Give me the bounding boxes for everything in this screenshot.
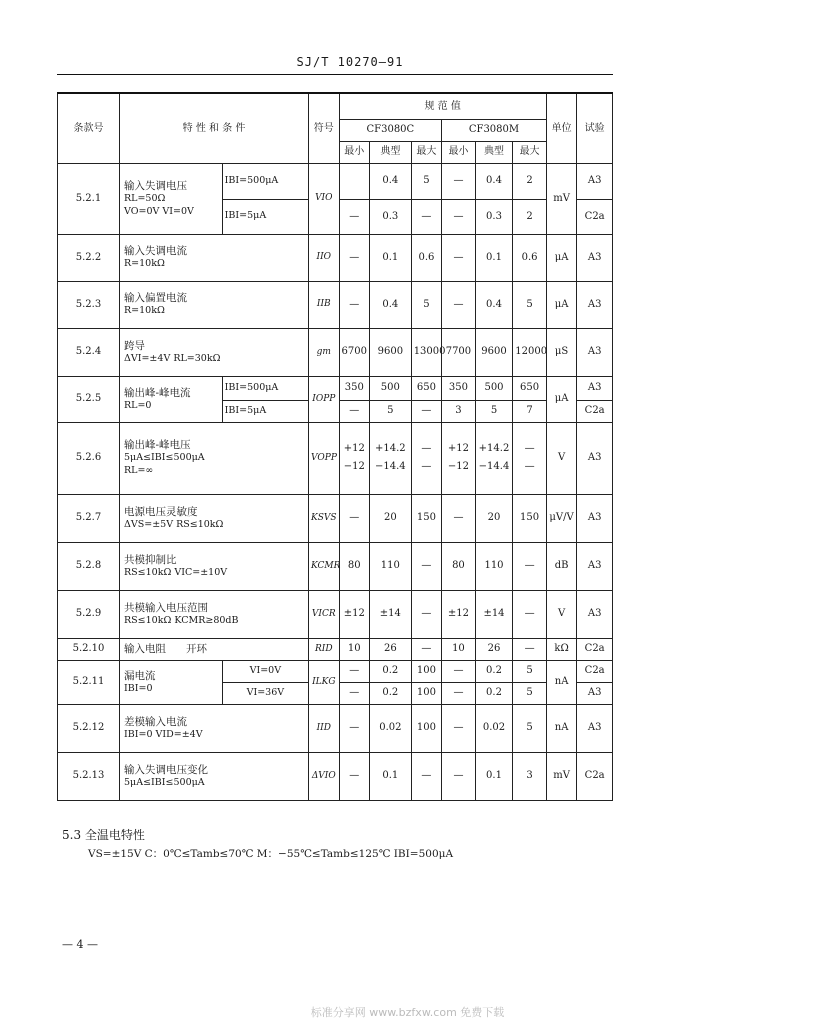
m-max-cell <box>513 422 547 494</box>
characteristic-cell <box>120 234 309 281</box>
m-typ-cell: 0.3 <box>475 199 513 234</box>
symbol-cell: VIO <box>309 163 339 234</box>
standard-code-header: SJ/T 10270—91 <box>296 55 404 69</box>
m-typ-cell: 0.2 <box>475 660 513 682</box>
unit-cell: V <box>546 590 576 638</box>
characteristic-name: 差模输入电流 <box>124 715 187 728</box>
m-typ-cell: 0.02 <box>475 704 513 752</box>
characteristic-cell <box>120 638 309 660</box>
c-min-cell <box>339 422 369 494</box>
c-min-cell: — <box>339 234 369 281</box>
c-min-cell: — <box>339 660 369 682</box>
sub-condition: IBI=5μA <box>222 199 308 234</box>
m-typ-header: 典型 <box>475 141 513 163</box>
table-row <box>58 422 613 494</box>
c-typ-cell: 0.1 <box>370 752 412 800</box>
test-cell: C2a <box>577 638 613 660</box>
test-cell: C2a <box>577 752 613 800</box>
m-typ-cell: 9600 <box>475 328 513 376</box>
condition-text: R=10kΩ <box>124 305 165 317</box>
m-max-cell: 7 <box>513 400 547 422</box>
test-cell: A3 <box>577 494 613 542</box>
c-typ-cell: 5 <box>370 400 412 422</box>
symbol-cell: gm <box>309 328 339 376</box>
m-typ-cell: 0.2 <box>475 682 513 704</box>
site-watermark: 标准分享网 www.bzfxw.com 免费下载 <box>310 1006 505 1019</box>
characteristic-name: 输入失调电流 <box>124 245 187 257</box>
unit-cell: kΩ <box>546 638 576 660</box>
c-min-cell: 10 <box>339 638 369 660</box>
clause-number: 5.2.6 <box>58 422 120 494</box>
m-min-cell: — <box>442 281 476 328</box>
c-min-cell: — <box>339 281 369 328</box>
m-max-cell: 5 <box>513 682 547 704</box>
m-max-cell: 2 <box>513 163 547 199</box>
symbol-cell: KSVS <box>309 494 339 542</box>
m-max-cell: 150 <box>513 494 547 542</box>
characteristic-cell <box>120 281 309 328</box>
clause-number: 5.2.5 <box>58 376 120 422</box>
c-max-cell: 100 <box>411 660 441 682</box>
clause-number: 5.2.3 <box>58 281 120 328</box>
symbol-cell: IOPP <box>309 376 339 422</box>
clause-number: 5.2.11 <box>58 660 120 704</box>
m-max-cell: 5 <box>513 660 547 682</box>
m-max-cell: 2 <box>513 199 547 234</box>
condition-text: R=10kΩ <box>124 258 165 270</box>
characteristic-cell <box>120 328 309 376</box>
unit-cell: μA <box>546 281 576 328</box>
clause-number: 5.2.4 <box>58 328 120 376</box>
characteristic-cell <box>120 376 223 422</box>
m-typ-cell <box>475 422 513 494</box>
symbol-cell: IIB <box>309 281 339 328</box>
m-max-cell: — <box>513 542 547 590</box>
symbol-cell: IIO <box>309 234 339 281</box>
m-typ-cell: 110 <box>475 542 513 590</box>
m-min-value: +12 −12 <box>447 443 469 472</box>
c-min-cell: — <box>339 752 369 800</box>
m-min-cell: 350 <box>442 376 476 400</box>
test-cell: A3 <box>577 422 613 494</box>
sub-condition: IBI=500μA <box>222 163 308 199</box>
symbol-cell: RID <box>309 638 339 660</box>
characteristic-cell <box>120 590 309 638</box>
header-row-1 <box>58 93 613 119</box>
condition-text: ΔVS=±5V RS≤10kΩ <box>124 518 224 530</box>
m-max-cell: 650 <box>513 376 547 400</box>
unit-cell: μA <box>546 234 576 281</box>
c-max-cell: 100 <box>411 682 441 704</box>
test-cell: A3 <box>577 163 613 199</box>
section-title: 5.3 全温电特性 <box>62 828 145 842</box>
m-min-cell: — <box>442 682 476 704</box>
symbol-cell: ΔVIO <box>309 752 339 800</box>
test-cell: C2a <box>577 660 613 682</box>
c-max-cell: — <box>411 400 441 422</box>
clause-number: 5.2.13 <box>58 752 120 800</box>
m-max-cell: 5 <box>513 704 547 752</box>
c-max-cell: — <box>411 638 441 660</box>
m-typ-cell: 0.1 <box>475 752 513 800</box>
m-min-cell: 10 <box>442 638 476 660</box>
spec-table <box>57 92 613 801</box>
c-max-cell: — <box>411 199 441 234</box>
m-typ-cell: 20 <box>475 494 513 542</box>
test-cell: A3 <box>577 328 613 376</box>
table-row <box>58 752 613 800</box>
clause-number: 5.2.1 <box>58 163 120 234</box>
clause-number: 5.2.7 <box>58 494 120 542</box>
m-typ-cell: 0.4 <box>475 163 513 199</box>
clause-number: 5.2.12 <box>58 704 120 752</box>
c-typ-cell: 0.4 <box>370 281 412 328</box>
characteristic-name: 输出峰-峰电压 <box>124 439 191 452</box>
unit-cell: nA <box>546 704 576 752</box>
characteristic-name: 电源电压灵敏度 <box>124 505 198 518</box>
condition-text: 5μA≤IBI≤500μA <box>124 452 205 464</box>
c-typ-cell: ±14 <box>370 590 412 638</box>
c-max-cell: 5 <box>411 281 441 328</box>
c-min-cell: 6700 <box>339 328 369 376</box>
m-typ-cell: 0.4 <box>475 281 513 328</box>
m-min-cell <box>442 422 476 494</box>
characteristic-cell <box>120 752 309 800</box>
spec-value-header: 规 范 值 <box>339 93 546 119</box>
condition-text: IBI=0 <box>124 682 153 694</box>
c-typ-cell: 500 <box>370 376 412 400</box>
test-cell: C2a <box>577 400 613 422</box>
unit-cell: nA <box>546 660 576 704</box>
symbol-cell: ILKG <box>309 660 339 704</box>
m-min-cell: — <box>442 199 476 234</box>
unit-cell: mV <box>546 752 576 800</box>
c-min-cell: — <box>339 704 369 752</box>
characteristic-name: 输入偏置电流 <box>124 292 187 304</box>
m-typ-cell: 26 <box>475 638 513 660</box>
unit-cell: μA <box>546 376 576 422</box>
table-row <box>58 376 613 400</box>
table-row <box>58 704 613 752</box>
condition-text: RL=0 <box>124 399 152 411</box>
sub-condition: VI=36V <box>222 682 308 704</box>
group-m-header: CF3080M <box>442 119 547 141</box>
c-min-cell: — <box>339 199 369 234</box>
test-cell: A3 <box>577 704 613 752</box>
c-min-cell: — <box>339 682 369 704</box>
c-max-cell: — <box>411 542 441 590</box>
characteristic-cell <box>120 542 309 590</box>
m-min-cell: 7700 <box>442 328 476 376</box>
m-min-cell: — <box>442 234 476 281</box>
page-number: — 4 — <box>62 938 98 951</box>
c-max-cell: — <box>411 590 441 638</box>
m-max-cell: 0.6 <box>513 234 547 281</box>
c-typ-cell: 0.4 <box>370 163 412 199</box>
table-row <box>58 590 613 638</box>
c-max-header: 最大 <box>411 141 441 163</box>
test-cell: A3 <box>577 281 613 328</box>
characteristic-name: 输入电阻 开环 <box>124 642 208 655</box>
section-conditions: VS=±15V C：0℃≤Tamb≤70℃ M：−55℃≤Tamb≤125℃ IBI=500μA <box>88 848 454 860</box>
c-max-value: — — <box>421 443 432 472</box>
m-min-cell: — <box>442 163 476 199</box>
characteristic-name: 输入失调电压变化 <box>124 763 208 776</box>
c-typ-cell: 26 <box>370 638 412 660</box>
characteristic-name: 跨导 <box>124 339 145 352</box>
symbol-cell: VICR <box>309 590 339 638</box>
characteristic-name: 输入失调电压 <box>124 179 187 192</box>
c-typ-cell <box>370 422 412 494</box>
table-row <box>58 660 613 682</box>
c-min-cell <box>339 163 369 199</box>
c-min-cell: — <box>339 400 369 422</box>
sub-condition: VI=0V <box>222 660 308 682</box>
characteristic-cell <box>120 660 223 704</box>
c-typ-cell: 20 <box>370 494 412 542</box>
table-row <box>58 638 613 660</box>
m-typ-cell: 500 <box>475 376 513 400</box>
m-max-cell: 12000 <box>513 328 547 376</box>
m-max-cell: — <box>513 590 547 638</box>
table-row <box>58 163 613 199</box>
c-max-cell: 0.6 <box>411 234 441 281</box>
m-max-value: — — <box>524 443 535 472</box>
clause-number: 5.2.2 <box>58 234 120 281</box>
m-min-cell: ±12 <box>442 590 476 638</box>
characteristic-header: 特 性 和 条 件 <box>120 93 309 163</box>
m-max-cell: 5 <box>513 281 547 328</box>
sub-condition: IBI=5μA <box>222 400 308 422</box>
characteristic-cell <box>120 704 309 752</box>
c-typ-cell: 0.02 <box>370 704 412 752</box>
characteristic-name: 共模抑制比 <box>124 553 177 566</box>
clause-number: 5.2.10 <box>58 638 120 660</box>
c-typ-cell: 0.1 <box>370 234 412 281</box>
m-min-cell: — <box>442 704 476 752</box>
header-rule <box>57 74 613 75</box>
m-max-header: 最大 <box>513 141 547 163</box>
condition-text: RS≤10kΩ KCMR≥80dB <box>124 614 239 626</box>
clause-number: 5.2.8 <box>58 542 120 590</box>
table-row <box>58 542 613 590</box>
c-max-cell: 13000 <box>411 328 441 376</box>
condition-text: RL=∞ <box>124 465 154 477</box>
c-min-cell: 80 <box>339 542 369 590</box>
clause-header: 条款号 <box>58 93 120 163</box>
c-min-header: 最小 <box>339 141 369 163</box>
characteristic-name: 输出峰-峰电流 <box>124 386 191 399</box>
table-row <box>58 281 613 328</box>
test-cell: A3 <box>577 682 613 704</box>
c-typ-value: +14.2 −14.4 <box>375 443 406 472</box>
c-max-cell: — <box>411 752 441 800</box>
c-typ-cell: 0.2 <box>370 682 412 704</box>
group-c-header: CF3080C <box>339 119 442 141</box>
m-min-header: 最小 <box>442 141 476 163</box>
characteristic-cell <box>120 494 309 542</box>
test-cell: A3 <box>577 590 613 638</box>
m-min-cell: — <box>442 660 476 682</box>
m-typ-cell: ±14 <box>475 590 513 638</box>
condition-text: RL=50Ω <box>124 192 166 204</box>
symbol-header: 符号 <box>309 93 339 163</box>
unit-cell: μS <box>546 328 576 376</box>
test-cell: A3 <box>577 234 613 281</box>
unit-cell: μV/V <box>546 494 576 542</box>
c-min-value: +12 −12 <box>343 443 365 472</box>
clause-number: 5.2.9 <box>58 590 120 638</box>
c-max-cell: 100 <box>411 704 441 752</box>
m-typ-cell: 0.1 <box>475 234 513 281</box>
table-row <box>58 494 613 542</box>
c-max-cell: 650 <box>411 376 441 400</box>
m-min-cell: 3 <box>442 400 476 422</box>
c-typ-cell: 0.2 <box>370 660 412 682</box>
c-typ-cell: 9600 <box>370 328 412 376</box>
c-min-cell: ±12 <box>339 590 369 638</box>
m-max-cell: — <box>513 638 547 660</box>
c-max-cell: 5 <box>411 163 441 199</box>
unit-cell: V <box>546 422 576 494</box>
c-typ-header: 典型 <box>370 141 412 163</box>
c-typ-cell: 110 <box>370 542 412 590</box>
characteristic-name: 共模输入电压范围 <box>124 601 208 614</box>
condition-text: VO=0V VI=0V <box>124 205 194 217</box>
symbol-cell: VOPP <box>309 422 339 494</box>
c-max-cell <box>411 422 441 494</box>
characteristic-name: 漏电流 <box>124 669 156 682</box>
table-row <box>58 328 613 376</box>
condition-text: RS≤10kΩ VIC=±10V <box>124 566 228 578</box>
test-header: 试验 <box>577 93 613 163</box>
m-typ-value: +14.2 −14.4 <box>478 443 510 472</box>
test-cell: A3 <box>577 542 613 590</box>
unit-cell: mV <box>546 163 576 234</box>
condition-text: ΔVI=±4V RL=30kΩ <box>124 352 221 364</box>
symbol-cell: KCMR <box>309 542 339 590</box>
sub-condition: IBI=500μA <box>222 376 308 400</box>
characteristic-cell <box>120 422 309 494</box>
test-cell: C2a <box>577 199 613 234</box>
m-min-cell: — <box>442 494 476 542</box>
c-max-cell: 150 <box>411 494 441 542</box>
m-max-cell: 3 <box>513 752 547 800</box>
c-min-cell: 350 <box>339 376 369 400</box>
condition-text: 5μA≤IBI≤500μA <box>124 776 205 788</box>
symbol-cell: IID <box>309 704 339 752</box>
condition-text: IBI=0 VID=±4V <box>124 728 203 740</box>
m-typ-cell: 5 <box>475 400 513 422</box>
characteristic-cell <box>120 163 223 234</box>
unit-cell: dB <box>546 542 576 590</box>
m-min-cell: 80 <box>442 542 476 590</box>
c-min-cell: — <box>339 494 369 542</box>
c-typ-cell: 0.3 <box>370 199 412 234</box>
m-min-cell: — <box>442 752 476 800</box>
test-cell: A3 <box>577 376 613 400</box>
table-row <box>58 234 613 281</box>
unit-header: 单位 <box>546 93 576 163</box>
